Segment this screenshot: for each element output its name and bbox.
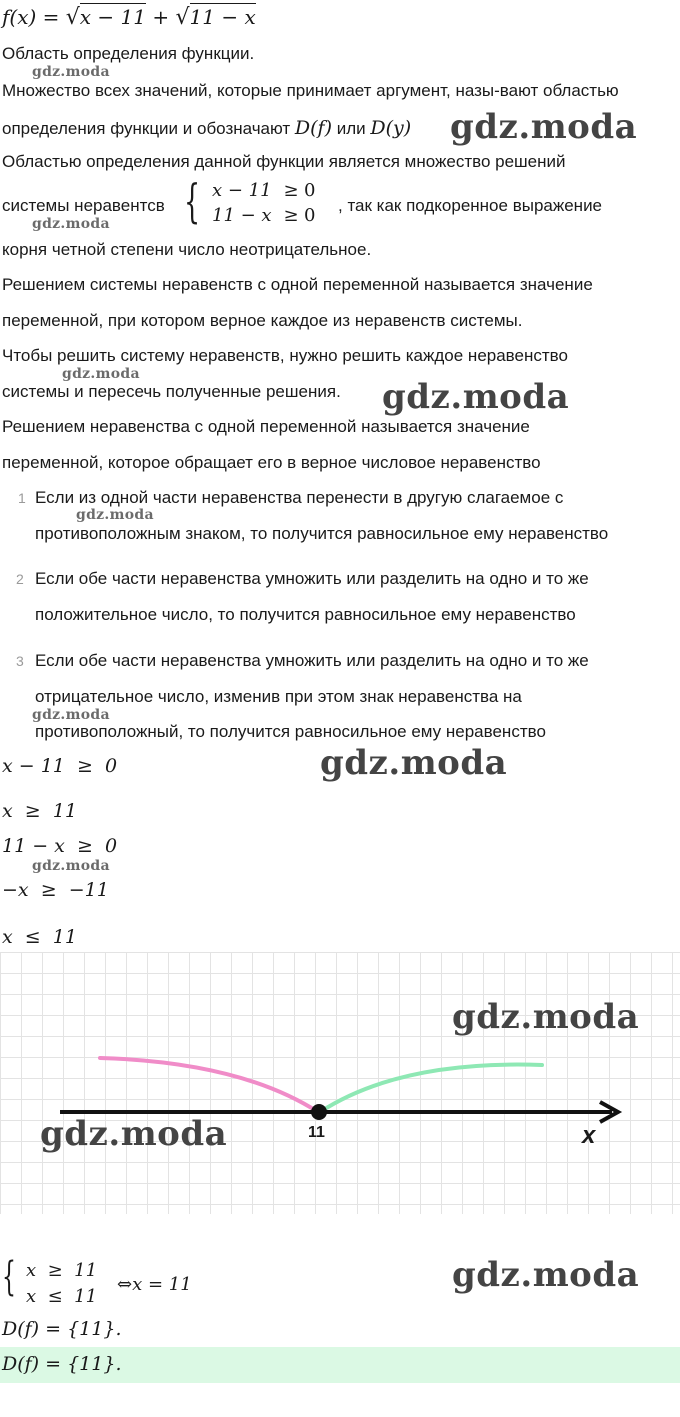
rule-3-line-3: противоположный, то получится равносильное ему неравенство bbox=[35, 722, 546, 741]
sqrt-sign-2: √ bbox=[175, 5, 190, 30]
sqrt-sign-1: √ bbox=[65, 5, 80, 30]
formula-plus: + bbox=[146, 5, 176, 29]
watermark: gdz.moda bbox=[32, 64, 110, 80]
rule-2-line-1: Если обе части неравенства умножить или разделить на одно и то же bbox=[35, 569, 589, 588]
watermark-large: gdz.moda bbox=[452, 997, 640, 1037]
watermark: gdz.moda bbox=[62, 366, 140, 382]
dy-symbol: D(y) bbox=[370, 117, 412, 139]
rule-3-line-2: отрицательное число, изменив при этом знак неравенства на bbox=[35, 687, 522, 706]
step-5: x ≤ 11 bbox=[2, 926, 77, 948]
rule-1-line-2: противоположным знаком, то получится равносильное ему неравенство bbox=[35, 524, 609, 543]
step-1: x − 11 ≥ 0 bbox=[2, 755, 118, 777]
axis-label: x bbox=[582, 1122, 596, 1149]
watermark: gdz.moda bbox=[32, 707, 110, 723]
howto-1: Чтобы решить систему неравенств, нужно решить каждое неравенство bbox=[2, 346, 568, 365]
ineq-def-2: переменной, которое обращает его в верное числовое неравенство bbox=[2, 453, 541, 472]
system-brace: { bbox=[184, 174, 201, 228]
system-line-1: Областью определения данной функции является множество решений bbox=[2, 152, 566, 171]
point-11 bbox=[311, 1104, 327, 1120]
final-result: ⇔x = 11 bbox=[117, 1274, 192, 1295]
rule-number: 1 bbox=[18, 490, 26, 506]
watermark-large: gdz.moda bbox=[320, 743, 508, 783]
solution-def-2: переменной, при котором верное каждое из неравенств системы. bbox=[2, 311, 523, 330]
radicand-1: x − 11 bbox=[79, 5, 146, 29]
watermark: gdz.moda bbox=[32, 216, 110, 232]
rule-number: 2 bbox=[16, 571, 24, 587]
system-suffix: , так как подкоренное выражение bbox=[338, 196, 603, 215]
number-line-diagram bbox=[0, 952, 680, 1214]
system-row-1: x − 11 ≥ 0 bbox=[212, 180, 316, 201]
definition-text: определения функции и обозначают bbox=[2, 119, 295, 138]
radicand-2: 11 − x bbox=[189, 5, 256, 29]
system-row-2: 11 − x ≥ 0 bbox=[212, 205, 316, 226]
point-label: 11 bbox=[308, 1124, 325, 1141]
watermark: gdz.moda bbox=[32, 858, 110, 874]
left-arc bbox=[100, 1058, 318, 1112]
domain-title: Область определения функции. bbox=[2, 44, 255, 63]
rule-number: 3 bbox=[16, 653, 24, 669]
final-row-1: x ≥ 11 bbox=[26, 1260, 98, 1281]
or-word: или bbox=[332, 119, 371, 138]
rule-2-line-2: положительное число, то получится равносильное ему неравенство bbox=[35, 605, 576, 624]
definition-line-2 bbox=[2, 117, 411, 139]
df-symbol: D(f) bbox=[294, 117, 332, 139]
system-line-3: корня четной степени число неотрицательное. bbox=[2, 240, 372, 259]
answer: D(f) = {11}. bbox=[2, 1318, 122, 1340]
watermark-large: gdz.moda bbox=[40, 1114, 228, 1154]
system-prefix: системы неравентсв bbox=[2, 196, 165, 215]
solution-def-1: Решением системы неравенств с одной переменной называется значение bbox=[2, 275, 593, 294]
ineq-def-1: Решением неравенства с одной переменной называется значение bbox=[2, 417, 530, 436]
step-2: x ≥ 11 bbox=[2, 800, 77, 822]
answer-highlighted: D(f) = {11}. bbox=[2, 1353, 122, 1375]
watermark-large: gdz.moda bbox=[450, 107, 638, 147]
step-3: 11 − x ≥ 0 bbox=[2, 835, 118, 857]
formula-f: f(x) = bbox=[2, 5, 66, 29]
watermark: gdz.moda bbox=[76, 507, 154, 523]
watermark-large: gdz.moda bbox=[452, 1255, 640, 1295]
final-row-2: x ≤ 11 bbox=[26, 1286, 98, 1307]
watermark-large: gdz.moda bbox=[382, 377, 570, 417]
howto-2: системы и пересечь полученные решения. bbox=[2, 382, 341, 401]
rule-1-line-1: Если из одной части неравенства перенести в другую слагаемое с bbox=[35, 488, 564, 507]
final-brace: { bbox=[2, 1254, 16, 1300]
right-arc bbox=[320, 1065, 542, 1112]
rule-3-line-1: Если обе части неравенства умножить или разделить на одно и то же bbox=[35, 651, 589, 670]
definition-line-1: Множество всех значений, которые принимает аргумент, назы-вают областью bbox=[2, 81, 619, 100]
step-4: −x ≥ −11 bbox=[2, 879, 109, 901]
function-formula bbox=[2, 5, 256, 30]
